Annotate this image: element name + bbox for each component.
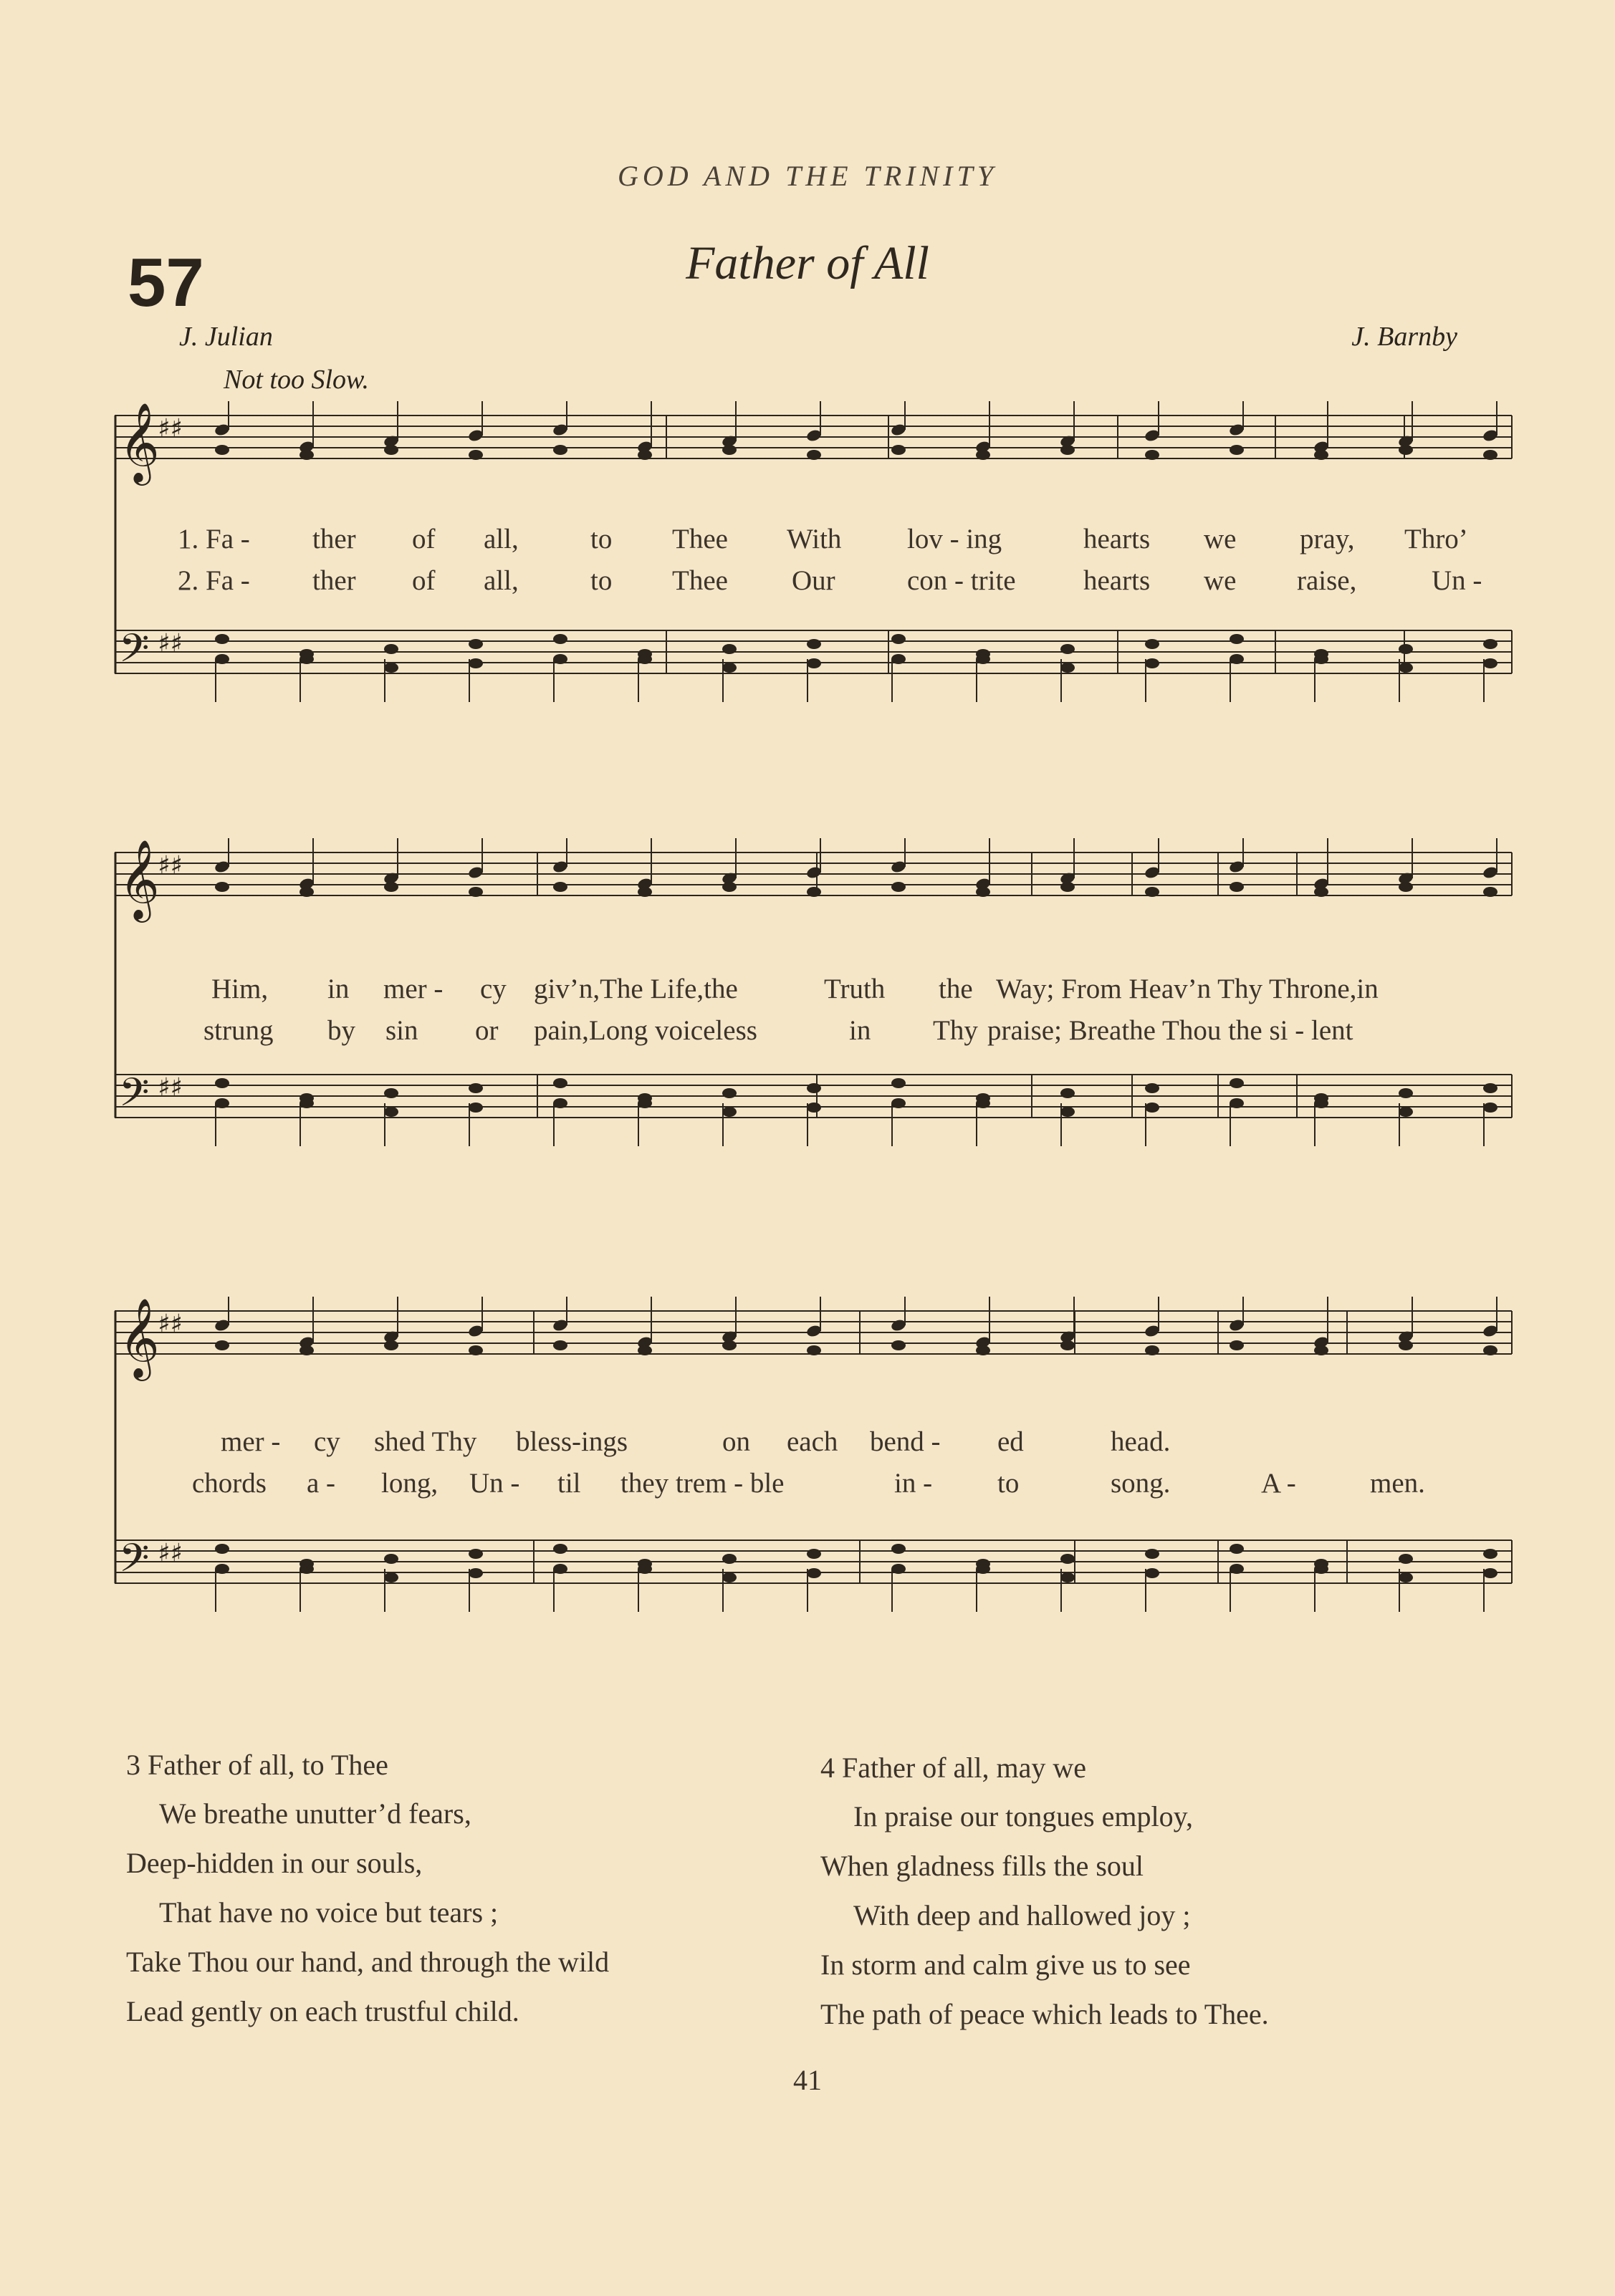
note-head: [807, 1083, 821, 1093]
note-head: [1314, 1345, 1328, 1355]
note-head: [553, 1078, 567, 1088]
syllable: by: [327, 1015, 355, 1046]
note-head: [1060, 644, 1075, 654]
bass-clef-icon: 𝄢: [119, 625, 150, 681]
note-head: [722, 1340, 737, 1350]
syllable: con - trite: [907, 565, 1016, 596]
note-head: [553, 654, 567, 664]
syllable: A -: [1261, 1468, 1296, 1499]
note-head: [1483, 1568, 1497, 1578]
note-head: [1060, 1088, 1075, 1098]
syllable: ther: [312, 565, 356, 596]
syllable: Thee: [672, 565, 728, 596]
note-head: [1230, 1098, 1244, 1108]
note-head: [722, 663, 737, 673]
note-head: [891, 1564, 906, 1574]
note-head: [553, 445, 567, 455]
note-head: [1399, 882, 1413, 892]
lyric-line-verse-1: [115, 523, 1519, 559]
note-head: [807, 1103, 821, 1113]
syllable: chords: [192, 1468, 267, 1499]
note-head: [299, 1564, 314, 1574]
syllable: of: [412, 524, 436, 554]
note-head: [1060, 1340, 1075, 1350]
note-head: [469, 1345, 483, 1355]
note-head: [722, 1554, 737, 1564]
lyric-line-verse-2: [115, 565, 1519, 600]
note-head: [807, 639, 821, 649]
note-head: [891, 1340, 906, 1350]
note-head: [1483, 639, 1497, 649]
note-head: [1060, 882, 1075, 892]
syllable: ed: [997, 1426, 1024, 1457]
syllable: head.: [1111, 1426, 1171, 1457]
syllable: men.: [1370, 1468, 1425, 1499]
treble-clef-icon: 𝄞: [119, 402, 160, 482]
note-head: [891, 634, 906, 644]
note-head: [299, 654, 314, 664]
bass-clef-icon: 𝄢: [119, 1535, 150, 1590]
note-head: [1145, 1568, 1159, 1578]
syllable: hearts: [1083, 565, 1151, 596]
syllable: to: [590, 565, 613, 596]
note-head: [553, 1098, 567, 1108]
hymn-number: 57: [128, 244, 204, 321]
note-head: [638, 1345, 652, 1355]
tempo-marking: Not too Slow.: [224, 365, 370, 395]
note-head: [553, 882, 567, 892]
note-head: [807, 658, 821, 668]
verse-4-block: [820, 1748, 1537, 2030]
note-head: [1399, 663, 1413, 673]
note-head: [384, 882, 398, 892]
syllable: to: [590, 524, 613, 554]
bass-clef-icon: 𝄢: [119, 1070, 150, 1125]
lyric-line-verse-1: [115, 1426, 1519, 1461]
note-head: [976, 654, 990, 664]
note-head: [807, 887, 821, 897]
note-head: [1483, 1549, 1497, 1559]
syllable: of: [412, 565, 436, 596]
verse-line: Take Thou our hand, and through the wild: [126, 1946, 610, 1978]
verse-line: In storm and calm give us to see: [820, 1949, 1191, 1981]
note-head: [384, 1107, 398, 1117]
note-head: [1314, 450, 1328, 460]
syllable: the: [939, 974, 973, 1004]
note-head: [299, 1345, 314, 1355]
syllable: With: [787, 524, 842, 554]
syllable: til: [557, 1468, 581, 1499]
syllable: song.: [1111, 1468, 1171, 1499]
note-head: [469, 1103, 483, 1113]
verse-line: Lead gently on each trustful child.: [126, 1995, 519, 2027]
staff-graphics-2: [115, 824, 1519, 1196]
note-head: [1314, 887, 1328, 897]
note-head: [1399, 1107, 1413, 1117]
note-head: [1230, 1564, 1244, 1574]
note-head: [384, 1340, 398, 1350]
note-head: [469, 658, 483, 668]
note-head: [384, 1572, 398, 1582]
note-head: [722, 1572, 737, 1582]
syllable: bend -: [870, 1426, 941, 1457]
note-head: [722, 1107, 737, 1117]
note-head: [638, 1098, 652, 1108]
verse-line: Deep-hidden in our souls,: [126, 1847, 423, 1879]
hymn-title: Father of All: [686, 237, 929, 289]
note-head: [976, 1564, 990, 1574]
note-head: [1230, 634, 1244, 644]
syllable: we: [1204, 524, 1237, 554]
syllable: hearts: [1083, 524, 1151, 554]
verse-line: 4 Father of all, may we: [820, 1752, 1086, 1784]
note-head: [891, 882, 906, 892]
note-head: [384, 663, 398, 673]
note-head: [1060, 445, 1075, 455]
note-head: [553, 634, 567, 644]
note-head: [215, 445, 229, 455]
syllable: shed Thy: [374, 1426, 477, 1457]
syllable: each: [787, 1426, 838, 1457]
note-head: [722, 644, 737, 654]
verse-line: The path of peace which leads to Thee.: [820, 1998, 1269, 2030]
music-system-2: [115, 824, 1519, 1196]
syllable: mer -: [221, 1426, 281, 1457]
syllable: Truth: [824, 974, 886, 1004]
verse-line: When gladness fills the soul: [820, 1850, 1144, 1882]
note-head: [1060, 1572, 1075, 1582]
lyric-line-verse-1: [115, 973, 1519, 1009]
syllable: Thro’: [1404, 524, 1468, 554]
syllable: pain,Long voiceless: [534, 1015, 757, 1046]
note-head: [976, 1345, 990, 1355]
syllable: Thy: [933, 1015, 978, 1046]
note-head: [807, 1345, 821, 1355]
section-heading: GOD AND THE TRINITY: [618, 160, 997, 192]
author-credit: J. Julian: [179, 322, 273, 352]
verse-line: 3 Father of all, to Thee: [126, 1749, 388, 1781]
note-head: [299, 887, 314, 897]
note-head: [469, 1083, 483, 1093]
lyric-line-verse-2: [115, 1014, 1519, 1050]
sharp-key-signature-icon: ♯♯: [158, 1539, 183, 1568]
note-head: [1060, 663, 1075, 673]
note-head: [553, 1564, 567, 1574]
syllable: praise; Breathe Thou the si - lent: [987, 1015, 1353, 1046]
note-head: [807, 1549, 821, 1559]
treble-clef-icon: 𝄞: [119, 839, 160, 919]
note-head: [1483, 658, 1497, 668]
note-head: [1399, 1088, 1413, 1098]
verse-line: We breathe unutter’d fears,: [159, 1797, 471, 1830]
syllable: or: [475, 1015, 499, 1046]
note-head: [1060, 1107, 1075, 1117]
lyric-line-verse-2: [115, 1467, 1519, 1503]
syllable: a -: [307, 1468, 336, 1499]
note-head: [1399, 1554, 1413, 1564]
note-head: [299, 450, 314, 460]
syllable: on: [722, 1426, 750, 1457]
note-head: [1230, 654, 1244, 664]
sharp-key-signature-icon: ♯♯: [158, 851, 183, 880]
note-head: [469, 1549, 483, 1559]
sharp-key-signature-icon: ♯♯: [158, 629, 183, 658]
note-head: [1230, 1340, 1244, 1350]
note-head: [976, 1098, 990, 1108]
syllable: sin: [385, 1015, 418, 1046]
syllable: Un -: [469, 1468, 520, 1499]
syllable: Way; From Heav’n Thy Throne,in: [996, 974, 1379, 1004]
note-head: [891, 654, 906, 664]
note-head: [215, 882, 229, 892]
syllable: Un -: [1432, 565, 1482, 596]
note-head: [1230, 1544, 1244, 1554]
note-head: [215, 634, 229, 644]
note-head: [1399, 445, 1413, 455]
note-head: [1145, 639, 1159, 649]
note-head: [469, 1568, 483, 1578]
syllable: 2. Fa -: [178, 565, 250, 596]
note-head: [891, 1078, 906, 1088]
syllable: all,: [484, 565, 519, 596]
note-head: [1230, 1078, 1244, 1088]
syllable: we: [1204, 565, 1237, 596]
treble-clef-icon: 𝄞: [119, 1297, 160, 1378]
note-head: [1483, 1103, 1497, 1113]
syllable: Our: [792, 565, 835, 596]
syllable: all,: [484, 524, 519, 554]
note-head: [1314, 654, 1328, 664]
syllable: Thee: [672, 524, 728, 554]
syllable: raise,: [1297, 565, 1357, 596]
note-head: [215, 654, 229, 664]
note-head: [638, 887, 652, 897]
note-head: [1230, 882, 1244, 892]
note-head: [215, 1078, 229, 1088]
note-head: [384, 1554, 398, 1564]
note-head: [722, 1088, 737, 1098]
note-head: [1399, 1572, 1413, 1582]
syllable: ther: [312, 524, 356, 554]
note-head: [215, 1340, 229, 1350]
syllable: in -: [894, 1468, 933, 1499]
composer-credit: J. Barnby: [1351, 322, 1457, 352]
note-head: [1314, 1098, 1328, 1108]
note-head: [1314, 1564, 1328, 1574]
note-head: [891, 1098, 906, 1108]
music-system-1: [115, 401, 1519, 759]
note-head: [384, 644, 398, 654]
note-head: [807, 1568, 821, 1578]
note-head: [1145, 1103, 1159, 1113]
verse-line: That have no voice but tears ;: [159, 1896, 499, 1928]
note-head: [1145, 1083, 1159, 1093]
syllable: bless-ings: [516, 1426, 628, 1457]
note-head: [469, 639, 483, 649]
music-system-3: [115, 1282, 1519, 1669]
syllable: lov - ing: [907, 524, 1002, 554]
syllable: in: [849, 1015, 871, 1046]
note-head: [215, 1098, 229, 1108]
note-head: [1399, 1340, 1413, 1350]
note-head: [1145, 658, 1159, 668]
note-head: [722, 882, 737, 892]
note-head: [1483, 887, 1497, 897]
sharp-key-signature-icon: ♯♯: [158, 1310, 183, 1339]
note-head: [638, 1564, 652, 1574]
note-head: [807, 450, 821, 460]
note-head: [215, 1544, 229, 1554]
note-head: [1060, 1554, 1075, 1564]
note-head: [1145, 887, 1159, 897]
verse-line: With deep and hallowed joy ;: [853, 1899, 1191, 1931]
note-head: [1483, 450, 1497, 460]
syllable: mer -: [383, 974, 444, 1004]
sharp-key-signature-icon: ♯♯: [158, 1073, 183, 1103]
note-head: [1145, 1549, 1159, 1559]
syllable: in: [327, 974, 350, 1004]
note-head: [553, 1544, 567, 1554]
note-head: [1145, 450, 1159, 460]
syllable: pray,: [1300, 524, 1355, 554]
syllable: Him,: [211, 974, 269, 1004]
note-head: [638, 450, 652, 460]
verse-3-block: [126, 1748, 843, 2027]
syllable: strung: [203, 1015, 274, 1046]
note-head: [384, 1088, 398, 1098]
note-head: [553, 1340, 567, 1350]
note-head: [1483, 1083, 1497, 1093]
note-head: [976, 887, 990, 897]
note-head: [469, 450, 483, 460]
note-head: [299, 1098, 314, 1108]
note-head: [638, 654, 652, 664]
note-head: [722, 445, 737, 455]
syllable: they trem - ble: [620, 1468, 785, 1499]
note-head: [1230, 445, 1244, 455]
sharp-key-signature-icon: ♯♯: [158, 414, 183, 443]
note-head: [469, 887, 483, 897]
page-number: 41: [793, 2064, 822, 2096]
verse-line: In praise our tongues employ,: [853, 1800, 1193, 1833]
note-head: [891, 1544, 906, 1554]
note-head: [891, 445, 906, 455]
note-head: [1145, 1345, 1159, 1355]
syllable: cy: [480, 974, 507, 1004]
note-head: [1399, 644, 1413, 654]
note-head: [976, 450, 990, 460]
syllable: 1. Fa -: [178, 524, 250, 554]
note-head: [384, 445, 398, 455]
syllable: giv’n,The Life,the: [534, 974, 738, 1004]
syllable: to: [997, 1468, 1020, 1499]
syllable: cy: [314, 1426, 340, 1457]
syllable: long,: [381, 1468, 439, 1499]
note-head: [1483, 1345, 1497, 1355]
note-head: [215, 1564, 229, 1574]
